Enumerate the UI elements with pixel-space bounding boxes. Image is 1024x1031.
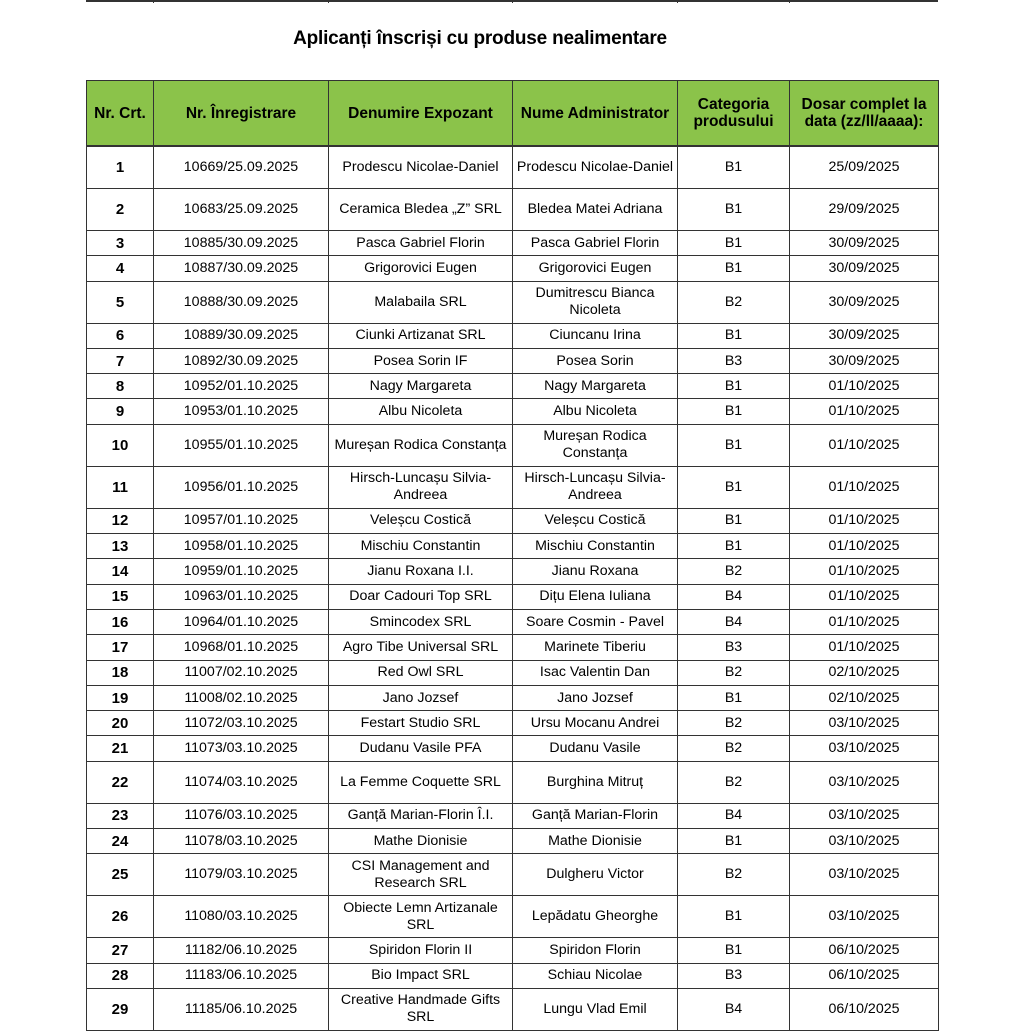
table-row [87,256,939,281]
table-row [87,829,939,854]
cell-categoria-produsului: B3 [678,963,790,988]
cell-nume-administrator: Jianu Roxana [513,559,678,584]
cell-nr-inregistrare: 10957/01.10.2025 [154,508,329,533]
cell-dosar-complet-data: 01/10/2025 [790,424,939,466]
cell-nume-administrator: Grigorovici Eugen [513,256,678,281]
cell-nr-crt: 27 [87,938,154,963]
cell-dosar-complet-data: 01/10/2025 [790,635,939,660]
cell-nr-crt: 25 [87,854,154,896]
cell-nr-crt: 19 [87,685,154,710]
cell-denumire-expozant: Hirsch-Luncașu Silvia-Andreea [329,466,513,508]
cell-denumire-expozant: Jano Jozsef [329,685,513,710]
page-title: Aplicanți înscriși cu produse nealimentare [293,28,667,49]
cell-nume-administrator: Ursu Mocanu Andrei [513,711,678,736]
cell-nr-crt: 3 [87,231,154,256]
cell-categoria-produsului: B2 [678,736,790,761]
cell-nr-inregistrare: 11079/03.10.2025 [154,854,329,896]
cell-nr-inregistrare: 11078/03.10.2025 [154,829,329,854]
table-row [87,711,939,736]
cell-denumire-expozant: Agro Tibe Universal SRL [329,635,513,660]
cell-dosar-complet-data: 03/10/2025 [790,829,939,854]
cell-denumire-expozant: Grigorovici Eugen [329,256,513,281]
cell-categoria-produsului: B1 [678,424,790,466]
table-row [87,281,939,323]
cell-denumire-expozant: Posea Sorin IF [329,348,513,373]
table-row [87,399,939,424]
column-divider-stub [677,0,678,3]
cell-denumire-expozant: Red Owl SRL [329,660,513,685]
cell-nr-crt: 17 [87,635,154,660]
table-row [87,896,939,938]
cell-denumire-expozant: Bio Impact SRL [329,963,513,988]
cell-dosar-complet-data: 30/09/2025 [790,256,939,281]
cell-categoria-produsului: B1 [678,399,790,424]
cell-nume-administrator: Bledea Matei Adriana [513,189,678,231]
cell-nr-crt: 26 [87,896,154,938]
cell-nr-crt: 4 [87,256,154,281]
table-row [87,736,939,761]
cell-nr-inregistrare: 10964/01.10.2025 [154,609,329,634]
cell-dosar-complet-data: 30/09/2025 [790,281,939,323]
cell-nume-administrator: Marinete Tiberiu [513,635,678,660]
column-divider-stub [153,0,154,3]
cell-nume-administrator: Mischiu Constantin [513,534,678,559]
cell-nr-crt: 20 [87,711,154,736]
table-row [87,988,939,1030]
cell-dosar-complet-data: 02/10/2025 [790,660,939,685]
cell-dosar-complet-data: 01/10/2025 [790,534,939,559]
cell-nume-administrator: Albu Nicoleta [513,399,678,424]
cell-nr-inregistrare: 11185/06.10.2025 [154,988,329,1030]
cell-categoria-produsului: B1 [678,374,790,399]
cell-denumire-expozant: Prodescu Nicolae-Daniel [329,146,513,189]
cell-categoria-produsului: B1 [678,256,790,281]
cell-nr-inregistrare: 10956/01.10.2025 [154,466,329,508]
cell-dosar-complet-data: 01/10/2025 [790,584,939,609]
table-row [87,374,939,399]
cell-nr-crt: 16 [87,609,154,634]
cell-dosar-complet-data: 29/09/2025 [790,189,939,231]
table-row [87,803,939,828]
cell-categoria-produsului: B1 [678,466,790,508]
table-row [87,231,939,256]
header-nume-administrator: Nume Administrator [513,81,678,147]
table-row [87,189,939,231]
cell-categoria-produsului: B1 [678,938,790,963]
cell-denumire-expozant: Doar Cadouri Top SRL [329,584,513,609]
cell-nume-administrator: Veleșcu Costică [513,508,678,533]
cell-dosar-complet-data: 06/10/2025 [790,988,939,1030]
cell-nr-crt: 15 [87,584,154,609]
header-nr-crt: Nr. Crt. [87,81,154,147]
cell-nr-inregistrare: 11183/06.10.2025 [154,963,329,988]
cell-categoria-produsului: B1 [678,508,790,533]
cell-nr-inregistrare: 11076/03.10.2025 [154,803,329,828]
cell-dosar-complet-data: 03/10/2025 [790,761,939,803]
cell-nr-inregistrare: 10885/30.09.2025 [154,231,329,256]
cell-nr-inregistrare: 11074/03.10.2025 [154,761,329,803]
column-divider-stub [328,0,329,3]
cell-dosar-complet-data: 06/10/2025 [790,938,939,963]
table-row [87,508,939,533]
cell-denumire-expozant: Mathe Dionisie [329,829,513,854]
table-row [87,146,939,189]
cell-categoria-produsului: B2 [678,761,790,803]
cell-nr-inregistrare: 10892/30.09.2025 [154,348,329,373]
cell-nr-inregistrare: 11072/03.10.2025 [154,711,329,736]
cell-denumire-expozant: Nagy Margareta [329,374,513,399]
table-row [87,854,939,896]
cell-nr-crt: 24 [87,829,154,854]
cell-nr-inregistrare: 10955/01.10.2025 [154,424,329,466]
cell-denumire-expozant: Dudanu Vasile PFA [329,736,513,761]
cell-categoria-produsului: B1 [678,189,790,231]
cell-dosar-complet-data: 01/10/2025 [790,466,939,508]
cell-nume-administrator: Schiau Nicolae [513,963,678,988]
cell-denumire-expozant: La Femme Coquette SRL [329,761,513,803]
cell-nr-inregistrare: 10952/01.10.2025 [154,374,329,399]
table-row [87,609,939,634]
cell-nr-crt: 2 [87,189,154,231]
table-row [87,323,939,348]
cell-denumire-expozant: Festart Studio SRL [329,711,513,736]
cell-categoria-produsului: B2 [678,711,790,736]
cell-nr-crt: 10 [87,424,154,466]
table-row [87,584,939,609]
cell-nume-administrator: Mathe Dionisie [513,829,678,854]
cell-nr-crt: 6 [87,323,154,348]
cell-nume-administrator: Soare Cosmin - Pavel [513,609,678,634]
previous-page-table-bottom-border [86,0,938,2]
cell-nr-crt: 28 [87,963,154,988]
cell-dosar-complet-data: 01/10/2025 [790,559,939,584]
cell-nr-inregistrare: 10889/30.09.2025 [154,323,329,348]
cell-dosar-complet-data: 06/10/2025 [790,963,939,988]
cell-nr-crt: 12 [87,508,154,533]
cell-denumire-expozant: Mischiu Constantin [329,534,513,559]
cell-nr-crt: 7 [87,348,154,373]
table-row [87,635,939,660]
cell-nr-crt: 29 [87,988,154,1030]
cell-nr-inregistrare: 11008/02.10.2025 [154,685,329,710]
cell-denumire-expozant: Veleșcu Costică [329,508,513,533]
cell-nr-crt: 21 [87,736,154,761]
cell-nr-crt: 22 [87,761,154,803]
cell-denumire-expozant: Creative Handmade Gifts SRL [329,988,513,1030]
cell-categoria-produsului: B4 [678,988,790,1030]
cell-categoria-produsului: B1 [678,534,790,559]
cell-categoria-produsului: B3 [678,348,790,373]
cell-categoria-produsului: B1 [678,323,790,348]
column-divider-stub [512,0,513,3]
cell-dosar-complet-data: 02/10/2025 [790,685,939,710]
cell-nume-administrator: Hirsch-Luncașu Silvia-Andreea [513,466,678,508]
cell-categoria-produsului: B1 [678,231,790,256]
cell-categoria-produsului: B2 [678,660,790,685]
cell-nr-inregistrare: 11073/03.10.2025 [154,736,329,761]
cell-nr-inregistrare: 11080/03.10.2025 [154,896,329,938]
cell-nr-inregistrare: 10958/01.10.2025 [154,534,329,559]
cell-nume-administrator: Posea Sorin [513,348,678,373]
cell-dosar-complet-data: 03/10/2025 [790,803,939,828]
cell-nume-administrator: Nagy Margareta [513,374,678,399]
cell-categoria-produsului: B1 [678,896,790,938]
cell-categoria-produsului: B1 [678,829,790,854]
cell-categoria-produsului: B4 [678,609,790,634]
cell-nume-administrator: Burghina Mitruț [513,761,678,803]
table-body [87,146,939,1030]
cell-nr-inregistrare: 10669/25.09.2025 [154,146,329,189]
cell-categoria-produsului: B2 [678,281,790,323]
table-row [87,424,939,466]
header-dosar-complet: Dosar complet la data (zz/ll/aaaa): [790,81,939,147]
cell-nr-inregistrare: 10888/30.09.2025 [154,281,329,323]
cell-dosar-complet-data: 30/09/2025 [790,323,939,348]
cell-denumire-expozant: CSI Management and Research SRL [329,854,513,896]
cell-nume-administrator: Pasca Gabriel Florin [513,231,678,256]
table-row [87,963,939,988]
cell-categoria-produsului: B1 [678,146,790,189]
cell-nr-crt: 1 [87,146,154,189]
cell-nr-crt: 5 [87,281,154,323]
cell-nr-inregistrare: 11007/02.10.2025 [154,660,329,685]
cell-nr-crt: 9 [87,399,154,424]
cell-denumire-expozant: Spiridon Florin II [329,938,513,963]
cell-nume-administrator: Dulgheru Victor [513,854,678,896]
cell-denumire-expozant: Smincodex SRL [329,609,513,634]
cell-nume-administrator: Dudanu Vasile [513,736,678,761]
cell-nr-crt: 18 [87,660,154,685]
cell-nr-inregistrare: 11182/06.10.2025 [154,938,329,963]
cell-nume-administrator: Ciuncanu Irina [513,323,678,348]
cell-nr-inregistrare: 10683/25.09.2025 [154,189,329,231]
cell-denumire-expozant: Pasca Gabriel Florin [329,231,513,256]
cell-nr-crt: 13 [87,534,154,559]
cell-nume-administrator: Dițu Elena Iuliana [513,584,678,609]
cell-nr-crt: 14 [87,559,154,584]
cell-dosar-complet-data: 03/10/2025 [790,736,939,761]
cell-dosar-complet-data: 30/09/2025 [790,348,939,373]
table-row [87,534,939,559]
cell-nr-crt: 23 [87,803,154,828]
cell-denumire-expozant: Albu Nicoleta [329,399,513,424]
cell-nume-administrator: Spiridon Florin [513,938,678,963]
cell-dosar-complet-data: 30/09/2025 [790,231,939,256]
cell-nume-administrator: Prodescu Nicolae-Daniel [513,146,678,189]
cell-nr-inregistrare: 10968/01.10.2025 [154,635,329,660]
cell-categoria-produsului: B2 [678,559,790,584]
cell-nume-administrator: Jano Jozsef [513,685,678,710]
cell-dosar-complet-data: 01/10/2025 [790,508,939,533]
table-row [87,660,939,685]
cell-nume-administrator: Lungu Vlad Emil [513,988,678,1030]
cell-denumire-expozant: Jianu Roxana I.I. [329,559,513,584]
cell-categoria-produsului: B3 [678,635,790,660]
table-row [87,685,939,710]
cell-denumire-expozant: Ceramica Bledea „Z” SRL [329,189,513,231]
cell-nume-administrator: Mureșan Rodica Constanța [513,424,678,466]
header-denumire-expozant: Denumire Expozant [329,81,513,147]
table-row [87,938,939,963]
cell-nr-inregistrare: 10959/01.10.2025 [154,559,329,584]
table-header-row [87,81,939,147]
cell-denumire-expozant: Malabaila SRL [329,281,513,323]
table-row [87,466,939,508]
cell-dosar-complet-data: 03/10/2025 [790,896,939,938]
cell-nr-crt: 8 [87,374,154,399]
cell-nr-inregistrare: 10953/01.10.2025 [154,399,329,424]
cell-categoria-produsului: B4 [678,584,790,609]
cell-categoria-produsului: B2 [678,854,790,896]
cell-dosar-complet-data: 03/10/2025 [790,854,939,896]
cell-nume-administrator: Isac Valentin Dan [513,660,678,685]
cell-denumire-expozant: Obiecte Lemn Artizanale SRL [329,896,513,938]
cell-nr-inregistrare: 10963/01.10.2025 [154,584,329,609]
cell-dosar-complet-data: 01/10/2025 [790,609,939,634]
applicants-table [86,80,939,1031]
cell-dosar-complet-data: 03/10/2025 [790,711,939,736]
cell-dosar-complet-data: 25/09/2025 [790,146,939,189]
cell-nume-administrator: Dumitrescu Bianca Nicoleta [513,281,678,323]
cell-denumire-expozant: Ganță Marian-Florin Î.I. [329,803,513,828]
cell-nume-administrator: Lepădatu Gheorghe [513,896,678,938]
table-row [87,559,939,584]
header-nr-inregistrare: Nr. Înregistrare [154,81,329,147]
header-categoria-produsului: Categoria produsului [678,81,790,147]
cell-categoria-produsului: B1 [678,685,790,710]
table-row [87,348,939,373]
cell-denumire-expozant: Mureșan Rodica Constanța [329,424,513,466]
cell-nume-administrator: Ganță Marian-Florin [513,803,678,828]
cell-dosar-complet-data: 01/10/2025 [790,399,939,424]
cell-denumire-expozant: Ciunki Artizanat SRL [329,323,513,348]
table-row [87,761,939,803]
cell-nr-crt: 11 [87,466,154,508]
column-divider-stub [789,0,790,3]
cell-dosar-complet-data: 01/10/2025 [790,374,939,399]
cell-categoria-produsului: B4 [678,803,790,828]
cell-nr-inregistrare: 10887/30.09.2025 [154,256,329,281]
